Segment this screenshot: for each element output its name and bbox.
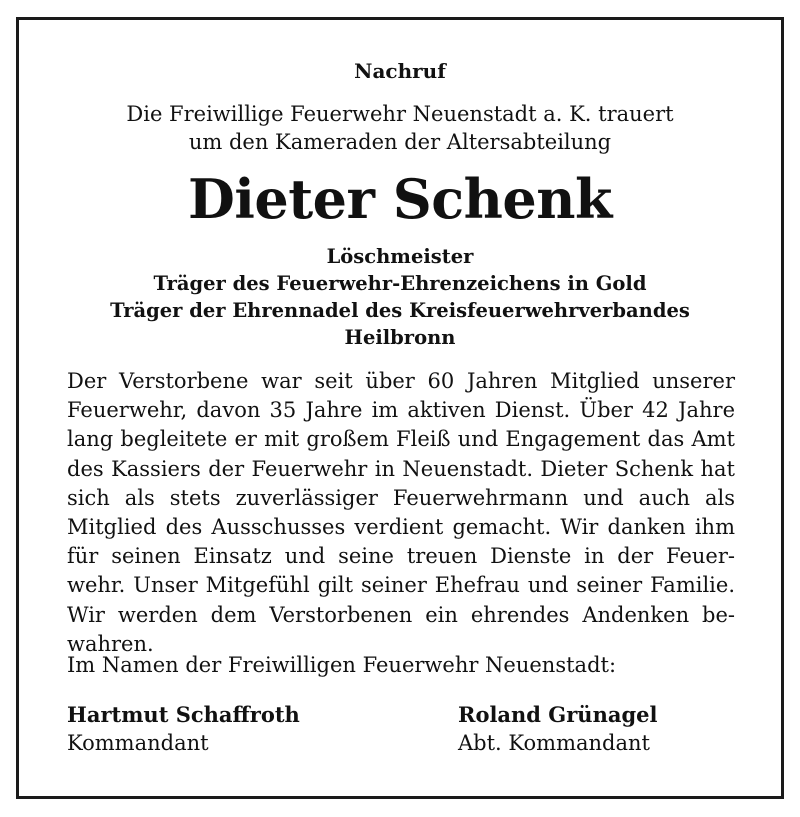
honor-line: Träger der Ehrennadel des Kreisfeuerwehrverbandes	[110, 299, 690, 322]
signatory-role: Kommandant	[67, 731, 209, 755]
signatory-role: Abt. Kommandant	[458, 731, 650, 755]
body-line: wahren.	[67, 631, 154, 656]
signatory-name: Hartmut Schaffroth	[67, 702, 300, 727]
honor-line: Träger des Feuerwehr-Ehrenzeichens in Gold	[153, 272, 647, 295]
body-line: des Kassiers der Feuerwehr in Neuenstadt. Dieter Schenk hat	[67, 456, 735, 481]
signatory-left	[67, 700, 300, 758]
closing-line: Im Namen der Freiwilligen Feuerwehr Neuenstadt:	[67, 653, 617, 677]
honors-list	[0, 243, 800, 351]
intro-line: um den Kameraden der Altersabteilung	[188, 130, 612, 154]
notice-heading: Nachruf	[354, 59, 446, 83]
deceased-name: Dieter Schenk	[188, 167, 612, 231]
honor-line: Heilbronn	[344, 326, 456, 349]
body-line: für seinen Einsatz und seine treuen Dienste in der Feuer-	[67, 544, 735, 569]
obituary-body	[67, 367, 735, 659]
body-line: lang begleitete er mit großem Fleiß und Engagement das Amt	[67, 427, 735, 452]
intro-text	[0, 100, 800, 156]
body-line: Feuerwehr, davon 35 Jahre im aktiven Dienst. Über 42 Jahre	[67, 398, 735, 423]
body-line: Mitglied des Ausschusses verdient gemacht. Wir danken ihm	[67, 515, 735, 540]
signatory-right	[458, 700, 657, 758]
intro-line: Die Freiwillige Feuerwehr Neuenstadt a. K. trauert	[126, 102, 674, 126]
body-line: Der Verstorbene war seit über 60 Jahren Mitglied unserer	[67, 369, 735, 393]
signatory-name: Roland Grünagel	[458, 702, 658, 727]
body-line: Wir werden dem Verstorbenen ein ehrendes Andenken be-	[67, 602, 735, 627]
body-line: sich als stets zuverlässiger Feuerwehrmann und auch als	[67, 485, 735, 510]
body-line: wehr. Unser Mitgefühl gilt seiner Ehefrau und seiner Familie.	[67, 573, 735, 598]
honor-rank: Löschmeister	[326, 245, 474, 268]
